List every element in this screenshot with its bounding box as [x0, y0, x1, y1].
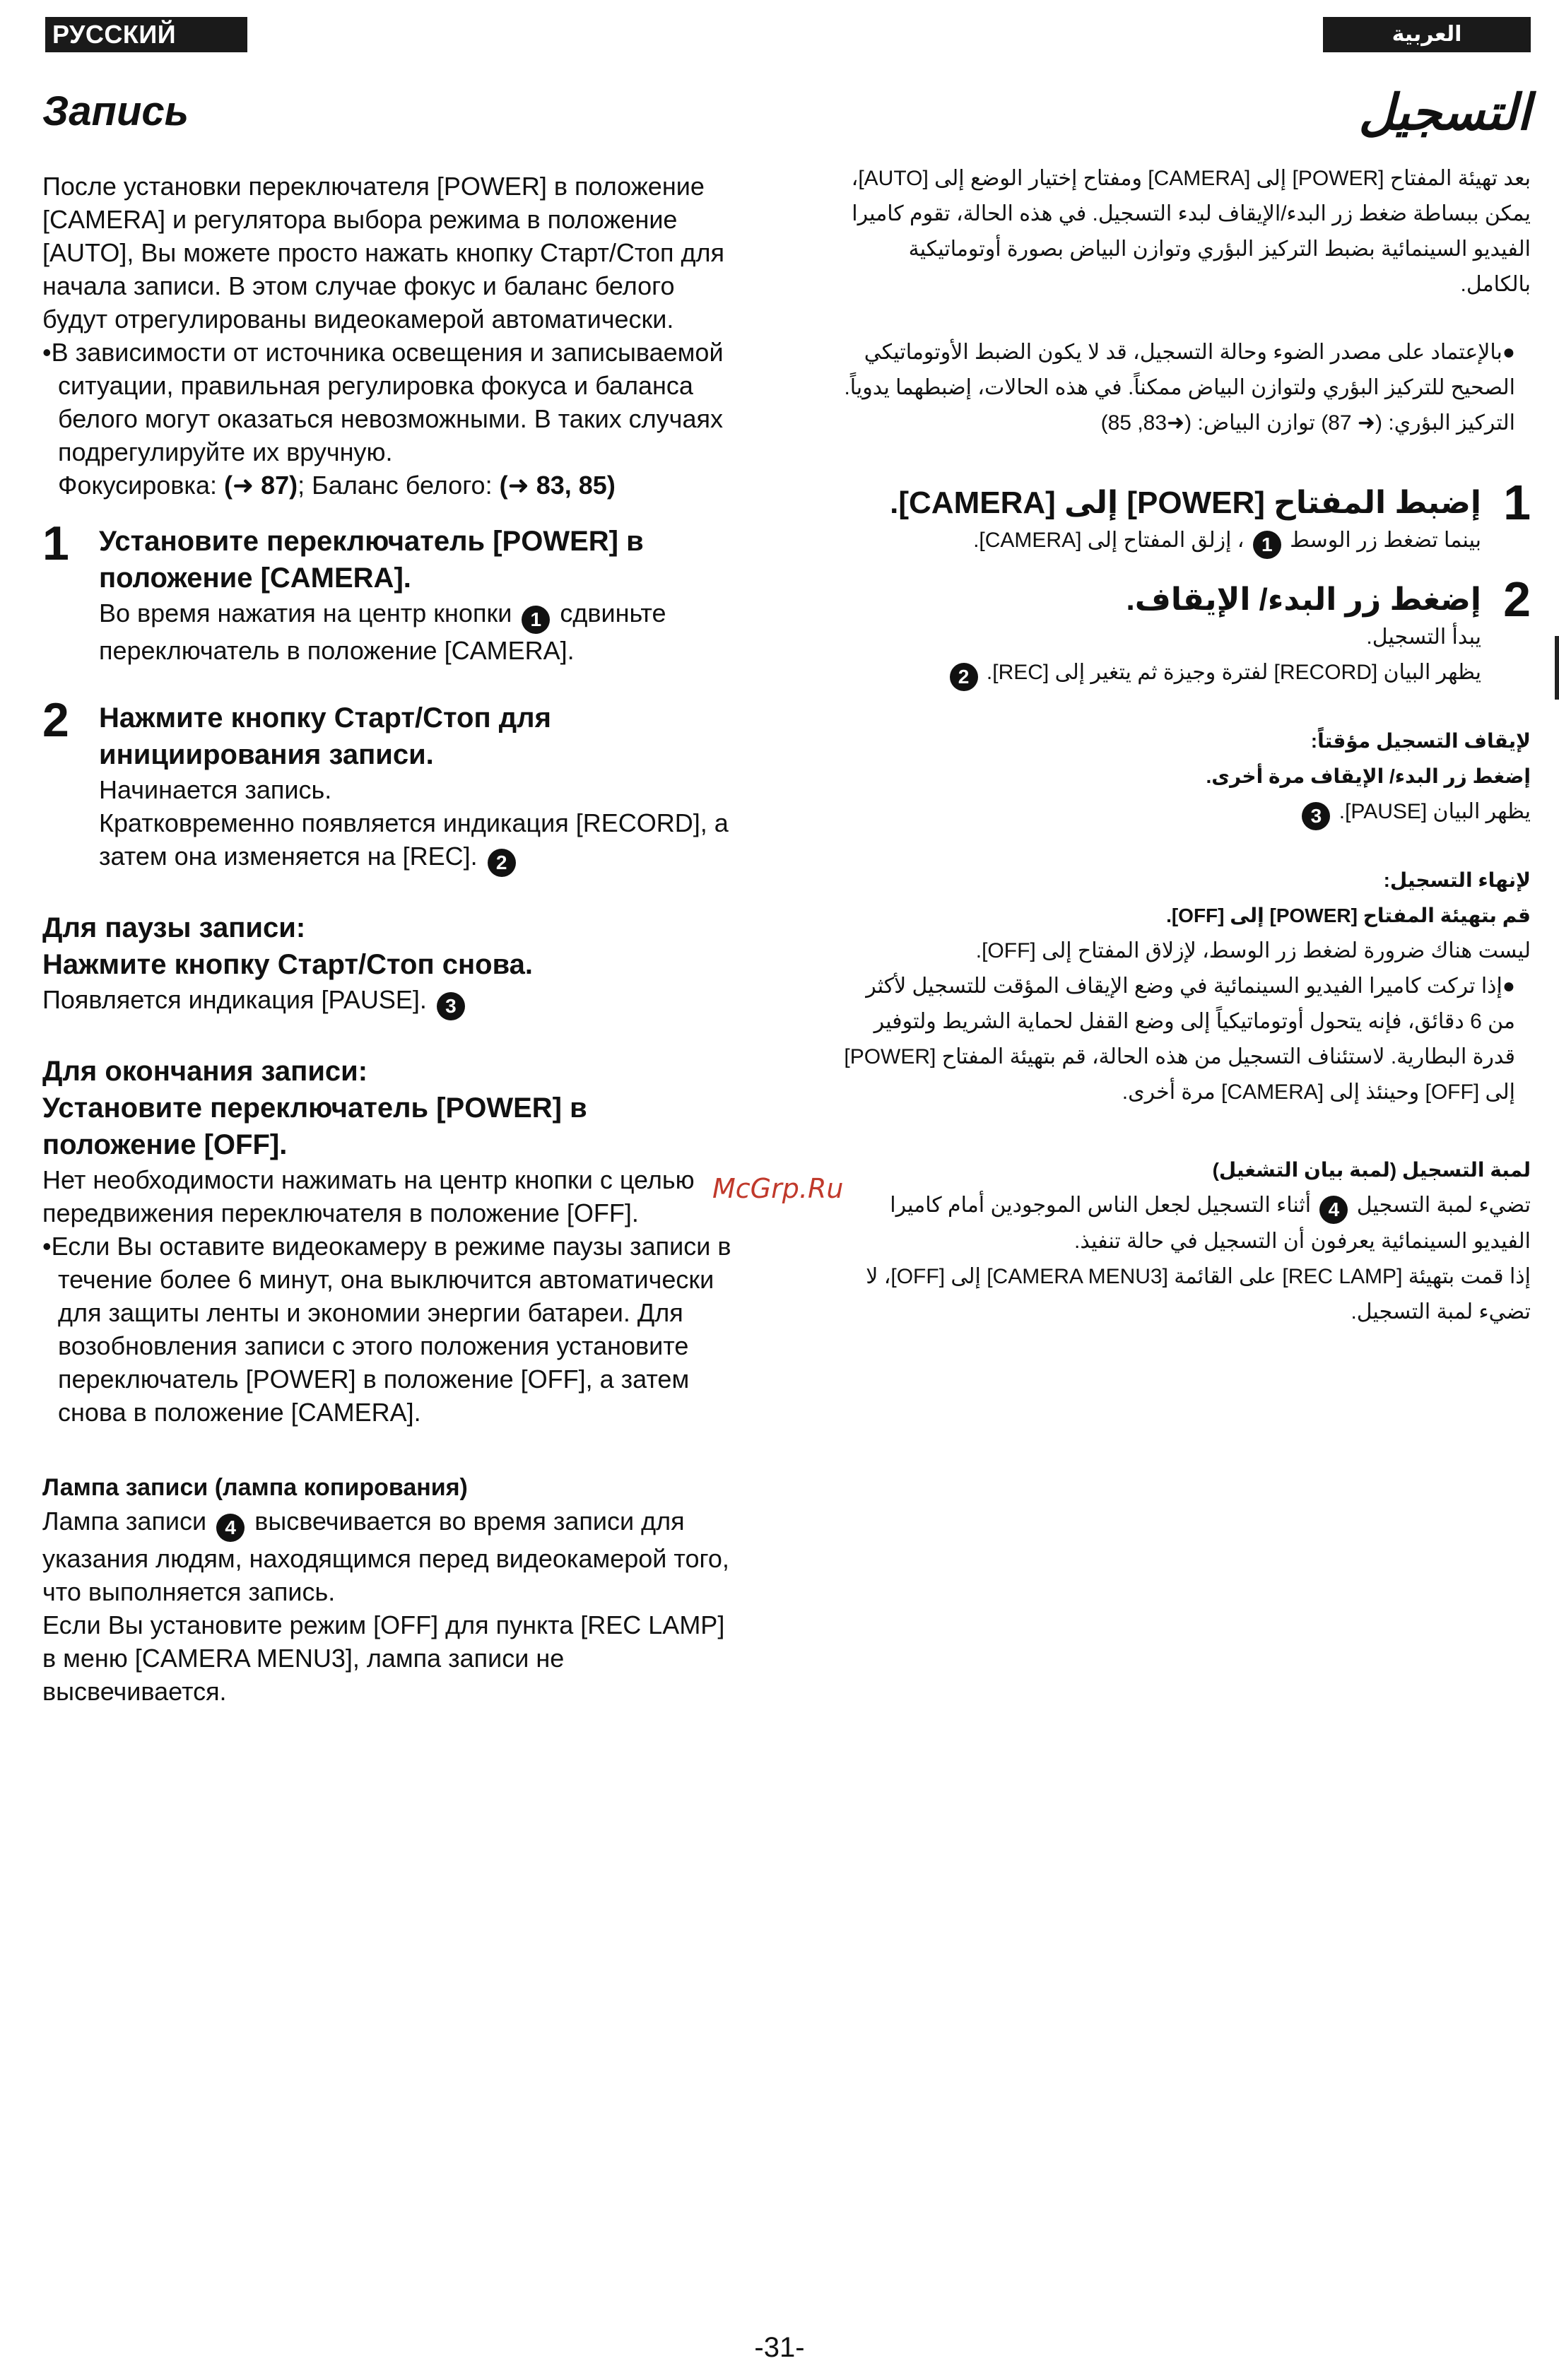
lamp-text-2: Если Вы установите режим [OFF] для пункта [REC LAMP] в меню [CAMERA MENU3], лампа записи не высвечивается.	[42, 1610, 725, 1706]
ar-callout-badge-4: 4	[1319, 1196, 1348, 1224]
ar-step-2-title: إضغط زر البدء/ الإيقاف.	[1126, 582, 1481, 617]
ar-end-action: قم بتهيئة المفتاح [POWER] إلى [OFF].	[1166, 905, 1531, 926]
focus-ref-link[interactable]: (➜ 87)	[223, 471, 298, 500]
pause-text-body: Появляется индикация [PAUSE].	[42, 985, 427, 1014]
ar-step-1	[834, 475, 1531, 559]
step-2-text-2-body: Кратковременно появляется индикация [RECORD], а затем она изменяется на [REC].	[99, 808, 729, 871]
ar-step-1-title: إضبط المفتاح [POWER] إلى [CAMERA].	[890, 485, 1481, 520]
ar-lamp-text-b: أثناء التسجيل لجعل الناس الموجودين أمام كاميرا الفيديو السينمائية يعرفون أن التسجيل في حالة تنفيذ.	[890, 1194, 1531, 1253]
end-note-bullet: •Если Вы оставите видеокамеру в режиме паузы записи в течение более 6 минут, она выключится автоматически для защиты ленты и экономии энергии батареи. Для возобновления записи с этого положения установите переключатель [POWER] в положение [OFF], а затем снова в положение [CAMERA].	[42, 1232, 731, 1427]
pause-text	[42, 983, 735, 1020]
callout-badge-4: 4	[216, 1514, 245, 1542]
ar-callout-badge-2: 2	[950, 663, 978, 691]
ar-callout-badge-1: 1	[1253, 531, 1281, 559]
end-heading: Для окончания записи:	[42, 1056, 368, 1087]
step-1-title: Установите переключатель [POWER] в положение [CAMERA].	[99, 526, 644, 594]
wb-ref-link[interactable]: (➜ 83, 85)	[499, 471, 616, 500]
end-text: Нет необходимости нажимать на центр кнопки с целью передвижения переключателя в положение [OFF].	[42, 1165, 695, 1227]
intro-paragraph: После установки переключателя [POWER] в положение [CAMERA] и регулятора выбора режима в положение [AUTO], Вы можете просто нажать кнопку Старт/Стоп для начала записи. В этом случае фокус и баланс белого будут отрегулированы видеокамерой автоматически.	[42, 172, 724, 334]
end-action: Установите переключатель [POWER] в положение [OFF].	[42, 1092, 587, 1160]
callout-badge-2: 2	[488, 849, 516, 877]
page-title-ru: Запись	[42, 88, 189, 134]
ar-step-2	[834, 572, 1531, 691]
language-tab-russian: РУССКИЙ ЯЗЫК	[45, 17, 247, 52]
language-tab-arabic: العربية	[1323, 17, 1531, 52]
ar-step-2-text-2-body: يظهر البيان [RECORD] لفترة وجيزة ثم يتغير إلى [REC].	[986, 661, 1481, 684]
step-1-text	[99, 596, 735, 667]
ar-step-1-number: 1	[1503, 475, 1531, 530]
ar-lamp-text-2: إذا قمت بتهيئة [REC LAMP] على القائمة [CAMERA MENU3] إلى [OFF]، لا تضيء لمبة التسجيل.	[866, 1265, 1531, 1324]
step-2-text-2	[99, 806, 735, 877]
ar-lamp-heading: لمبة التسجيل (لمبة بيان التشغيل)	[1212, 1159, 1531, 1181]
ar-lighting-note-bullet: ●بالإعتماد على مصدر الضوء وحالة التسجيل، قد لا يكون الضبط الأوتوماتيكي الصحيح للتركيز البؤري ولتوازن البياض ممكناً. في هذه الحالات، إضبطهما يدوياً.	[844, 341, 1515, 399]
ar-pause-action: إضغط زر البدء/ الإيقاف مرة أخرى.	[1206, 765, 1531, 787]
ar-reference-line: التركيز البؤري: (➜ 87) توازن البياض: (➜83, 85)	[1100, 411, 1515, 435]
watermark: McGrp.Ru	[712, 1173, 844, 1204]
ar-end-heading: لإنهاء التسجيل:	[1383, 869, 1531, 891]
ar-step-1-text-a: بينما تضغط زر الوسط	[1290, 529, 1481, 552]
lamp-text	[42, 1504, 735, 1608]
arabic-column	[834, 161, 1531, 1330]
pause-heading: Для паузы записи:	[42, 912, 306, 943]
page-number: -31-	[754, 2332, 805, 2363]
step-1-number: 1	[42, 517, 69, 570]
lamp-text-a: Лампа записи	[42, 1507, 207, 1536]
callout-badge-3: 3	[437, 992, 465, 1020]
page-title-ar: التسجيل	[1358, 85, 1531, 140]
callout-badge-1: 1	[522, 606, 550, 634]
ar-lamp-text-a: تضيء لمبة التسجيل	[1356, 1194, 1531, 1217]
step-1	[42, 517, 735, 667]
ar-intro-paragraph: بعد تهيئة المفتاح [POWER] إلى [CAMERA] ومفتاح إختيار الوضع إلى [AUTO]، يمكن ببساطة ضغط زر البدء/الإيقاف لبدء التسجيل. في هذه الحالة، تقوم كاميرا الفيديو السينمائية بضبط التركيز البؤري وتوازن البياض بصورة أوتوماتيكية بالكامل.	[851, 167, 1531, 296]
ar-lamp-text	[834, 1188, 1531, 1259]
focus-ref-label: Фокусировка:	[58, 471, 224, 500]
step-2	[42, 693, 735, 877]
step-1-text-b: сдвиньте переключатель в положение [CAMERA].	[99, 599, 666, 665]
lighting-note-bullet: •В зависимости от источника освещения и записываемой ситуации, правильная регулировка фокуса и баланса белого могут оказаться невозможными. В таких случаях подрегулируйте их вручную.	[42, 338, 724, 466]
ar-end-text: ليست هناك ضرورة لضغط زر الوسط، لإزلاق المفتاح إلى [OFF].	[975, 939, 1531, 962]
step-2-title: Нажмите кнопку Старт/Стоп для инициирования записи.	[99, 702, 551, 770]
ar-step-1-text-b: ، إزلق المفتاح إلى [CAMERA].	[973, 529, 1245, 552]
wb-ref-label: ; Баланс белого:	[298, 471, 500, 500]
ar-callout-badge-3: 3	[1302, 802, 1330, 830]
lamp-text-b: высвечивается во время записи для указания людям, находящимся перед видеокамерой того, что выполняется запись.	[42, 1507, 729, 1606]
ar-pause-text-body: يظهر البيان [PAUSE].	[1339, 800, 1531, 823]
page-edge-marker	[1555, 636, 1559, 700]
reference-line	[42, 469, 735, 502]
ar-step-2-text-1: يبدأ التسجيل.	[1366, 625, 1481, 649]
step-2-text-1: Начинается запись.	[99, 775, 332, 804]
pause-action: Нажмите кнопку Старт/Стоп снова.	[42, 949, 534, 980]
lamp-heading: Лампа записи (лампа копирования)	[42, 1474, 468, 1501]
ar-pause-text	[834, 794, 1531, 830]
russian-column	[42, 170, 735, 1708]
ar-step-1-text	[834, 523, 1481, 559]
ar-step-2-number: 2	[1503, 572, 1531, 627]
ar-end-note-bullet: ●إذا تركت كاميرا الفيديو السينمائية في وضع الإيقاف المؤقت للتسجيل لأكثر من 6 دقائق، فإنه يتحول أوتوماتيكياً إلى وضع القفل لحماية الشريط ولتوفير قدرة البطارية. لاستئناف التسجيل من هذه الحالة، قم بتهيئة المفتاح [POWER] إلى [OFF] وحينئذ إلى [CAMERA] مرة أخرى.	[844, 974, 1515, 1104]
ar-pause-heading: لإيقاف التسجيل مؤقتاً:	[1310, 730, 1531, 752]
step-1-text-a: Во время нажатия на центр кнопки	[99, 599, 512, 628]
step-2-number: 2	[42, 693, 69, 747]
ar-step-2-text-2	[834, 655, 1481, 691]
